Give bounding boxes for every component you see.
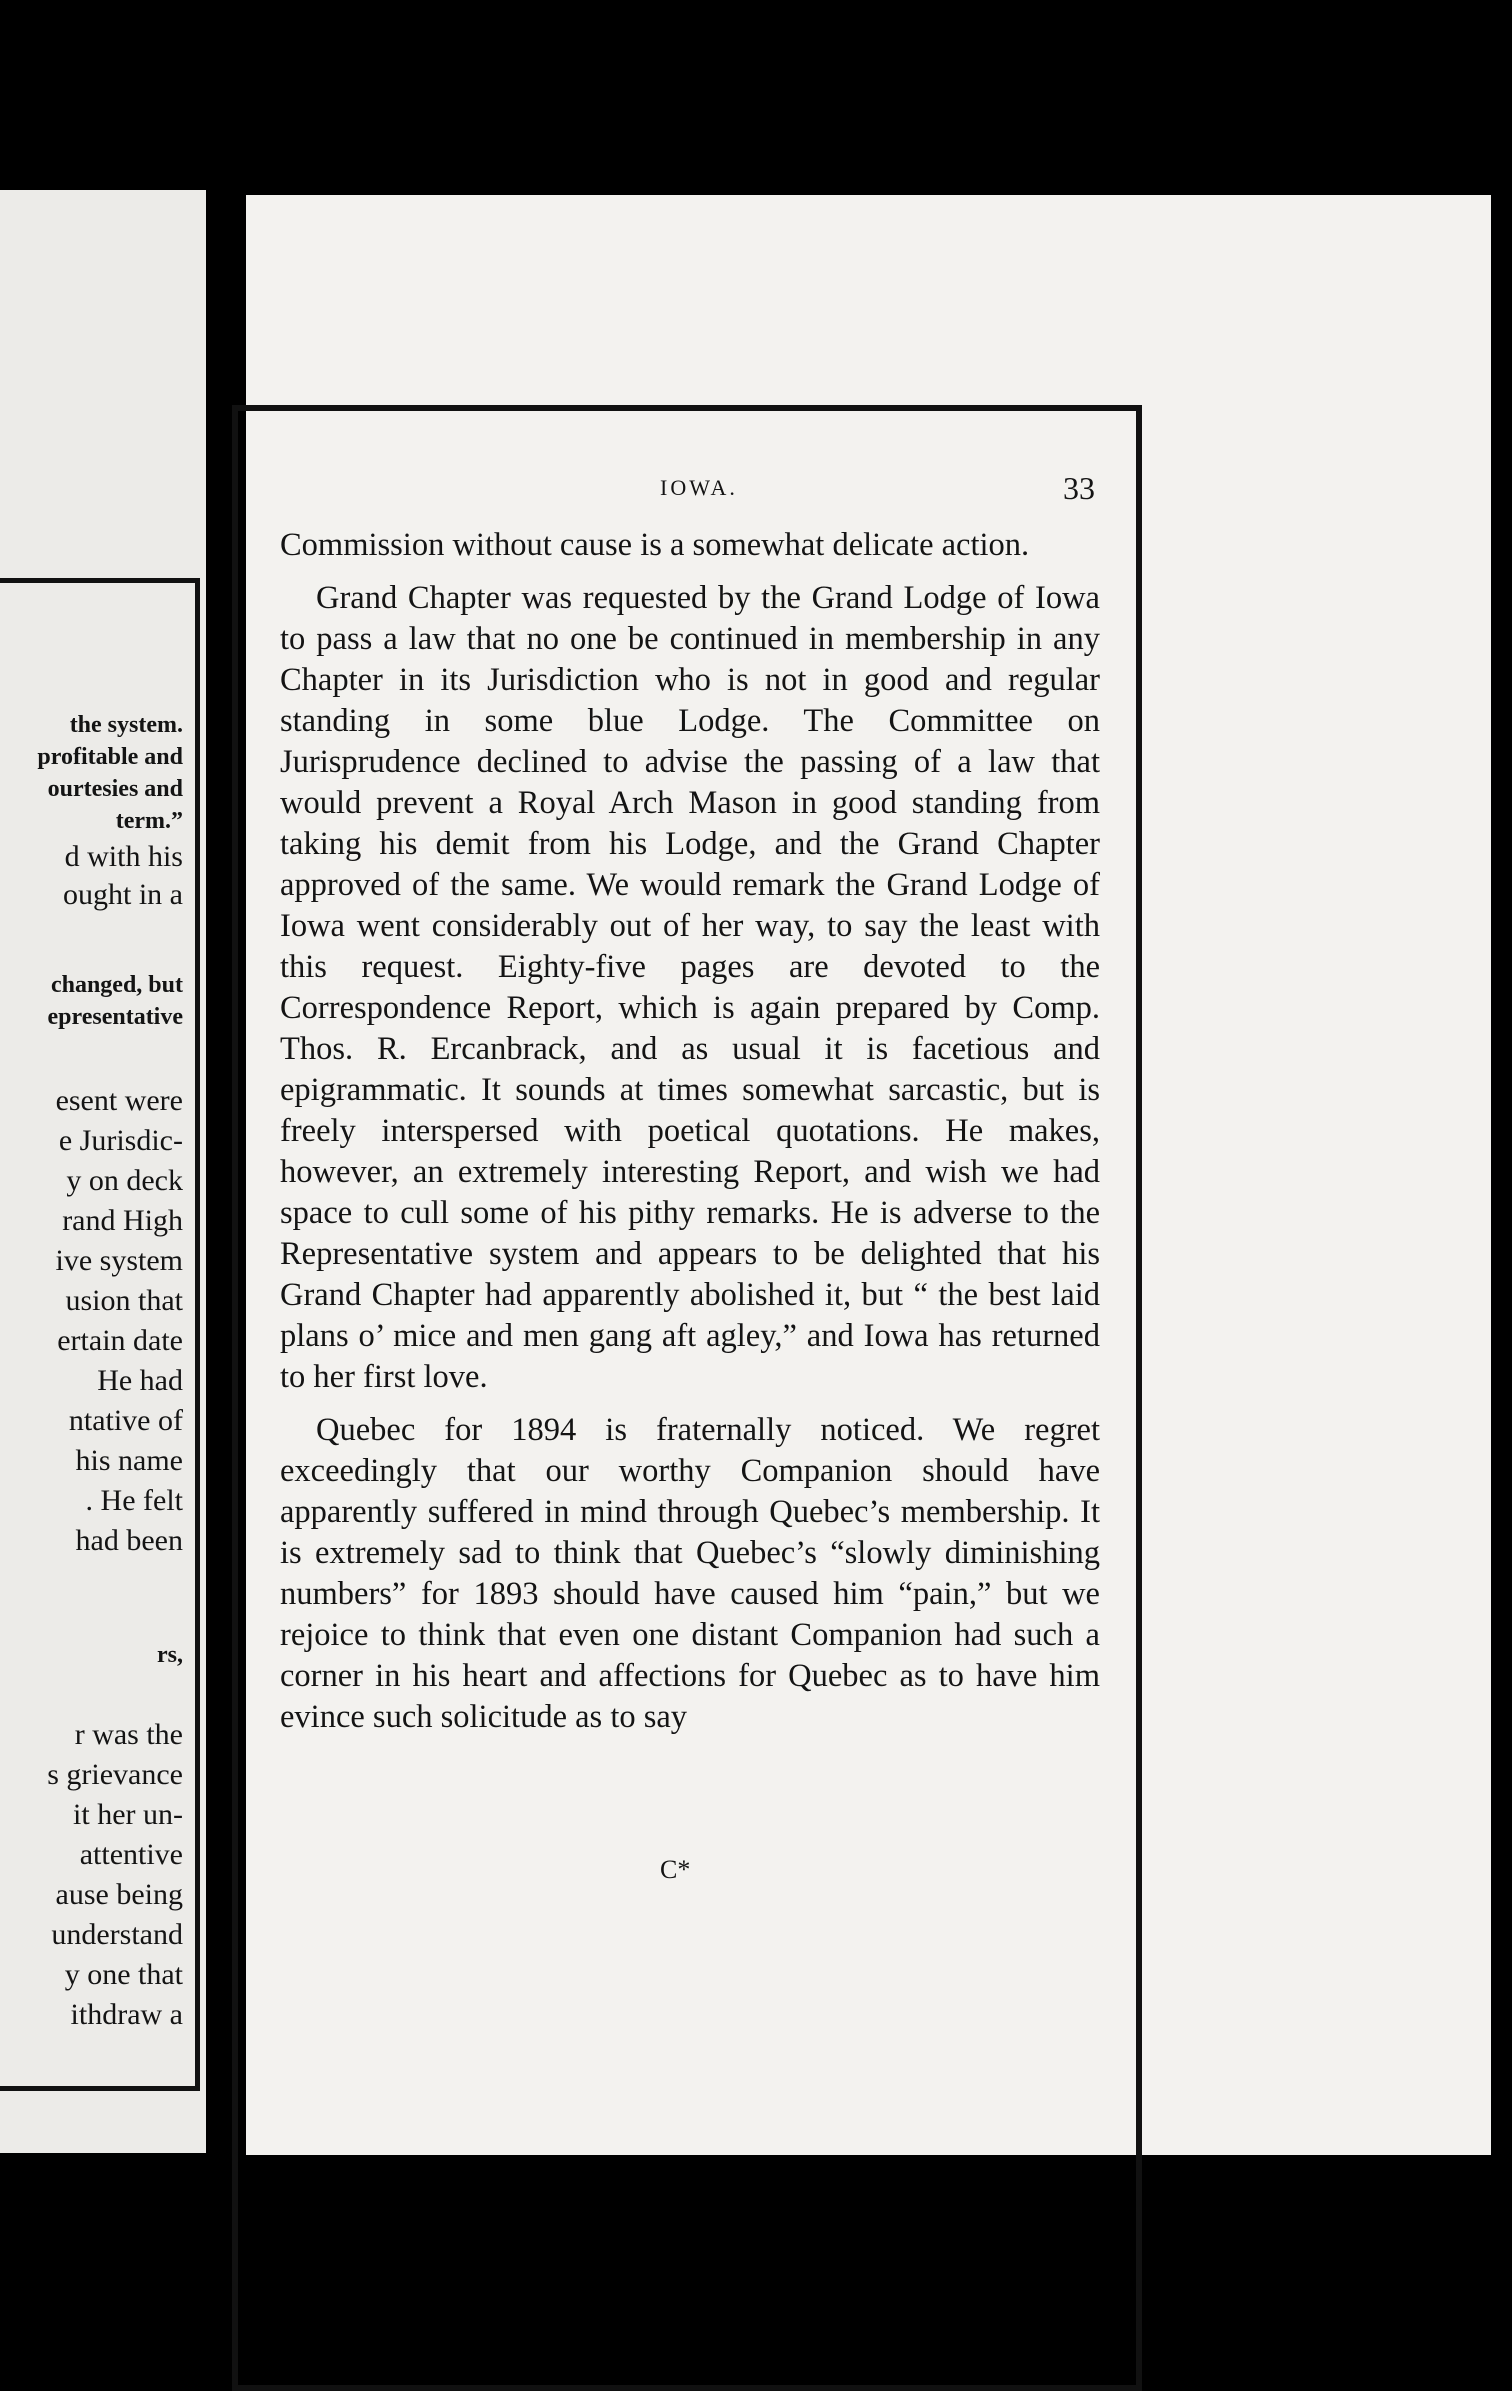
paragraph: Grand Chapter was requested by the Grand Lodge of Iowa to pass a law that no one be continued in membership in any Chapter in its Jurisdiction who is not in good and regular standing in some blue Lodge. The Committee on Jurisprudence declined to advise the passing of a law that would prevent a Royal Arch Mason in good standing from taking his demit from his Lodge, and the Grand Chapter approved of the same. We would remark the Grand Lodge of Iowa went considerably out of her way, to say the least with this request. Eighty-five pages are devoted to the Correspondence Report, which is again prepared by Comp. Thos. R. Ercanbrack, and as usual it is facetious and epigrammatic. It sounds at times somewhat sarcastic, but is freely interspersed with poetical quotations. He makes, however, an extremely interesting Report, and wish we had space to cull some of his pithy remarks. He is adverse to the Representative system and appears to be delighted that his Grand Chapter had apparently abolished it, but “ the best laid plans o’ mice and men gang aft agley,” and Iowa has returned to her first love.	[280, 580, 1100, 1395]
running-head: IOWA.	[660, 475, 738, 500]
previous-page-line: term.”	[115, 808, 183, 834]
previous-page-line: rand High	[62, 1204, 183, 1237]
previous-page-line: epresentative	[47, 1004, 183, 1030]
previous-page-line: ourtesies and	[47, 776, 183, 802]
previous-page-line: ought in a	[63, 878, 183, 911]
previous-page-line: e Jurisdic-	[58, 1124, 183, 1157]
previous-page-line: it her un-	[73, 1798, 183, 1831]
previous-page-line: ntative of	[68, 1404, 183, 1437]
previous-page-line: ive system	[55, 1244, 183, 1277]
paragraph: Quebec for 1894 is fraternally noticed. We regret exceedingly that our worthy Companion should have apparently suffered in mind through Quebec’s membership. It is extremely sad to think that Quebec’s “slowly diminishing numbers” for 1893 should have caused him “pain,” but we rejoice to think that even one distant Companion had such a corner in his heart and affections for Quebec as to have him evince such solicitude as to say	[280, 1412, 1100, 1735]
previous-page	[0, 190, 206, 2153]
previous-page-line: attentive	[79, 1838, 183, 1871]
signature-mark: C*	[660, 1855, 691, 1884]
previous-page-line: y one that	[64, 1958, 183, 1991]
previous-page-frame	[0, 578, 200, 2091]
previous-page-line: the system.	[69, 712, 183, 738]
paragraph: Commission without cause is a somewhat delicate action.	[280, 527, 1030, 563]
previous-page-line: d with his	[64, 840, 183, 873]
previous-page-line: s grievance	[47, 1758, 183, 1791]
previous-page-line: ause being	[55, 1878, 183, 1911]
previous-page-line: his name	[75, 1444, 183, 1477]
previous-page-line: understand	[51, 1918, 183, 1951]
previous-page-line: esent were	[55, 1084, 183, 1117]
previous-page-line: had been	[75, 1524, 183, 1557]
previous-page-line: He had	[97, 1364, 183, 1397]
previous-page-line: profitable and	[37, 744, 183, 770]
previous-page-line: . He felt	[85, 1484, 183, 1517]
previous-page-line: rs,	[157, 1642, 183, 1668]
previous-page-line: ertain date	[57, 1324, 183, 1357]
previous-page-line: changed, but	[50, 972, 183, 998]
page-number: 33	[1063, 470, 1095, 506]
body-text	[280, 525, 1100, 1738]
previous-page-line: r was the	[74, 1718, 183, 1751]
previous-page-line: usion that	[65, 1284, 183, 1317]
previous-page-line: y on deck	[66, 1164, 183, 1197]
previous-page-line: ithdraw a	[70, 1998, 183, 2031]
